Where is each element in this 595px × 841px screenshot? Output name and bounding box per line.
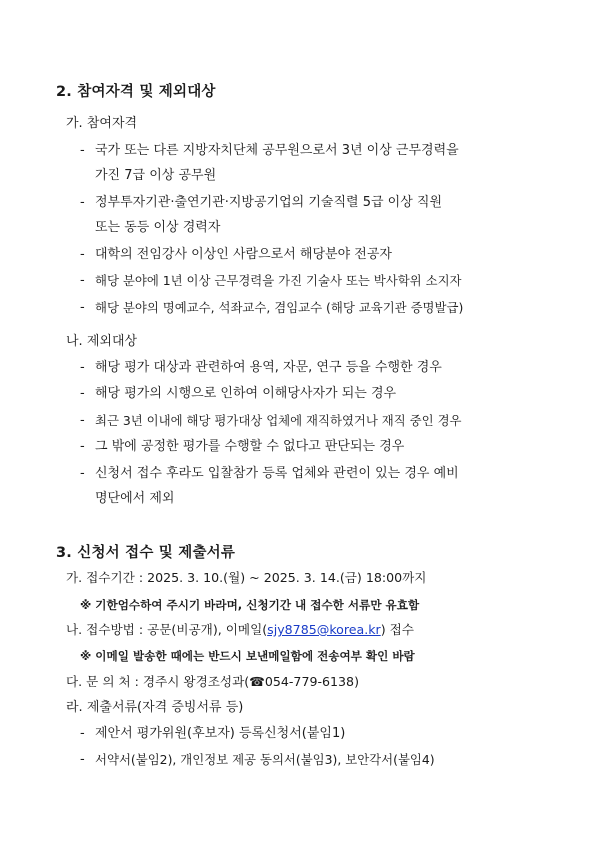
document-item-1: 제안서 평가위원(후보자) 등록신청서(붙임1) bbox=[95, 726, 346, 741]
qual-item-2-line2: 또는 동등 이상 경력자 bbox=[95, 220, 221, 235]
bullet-dash: - bbox=[80, 466, 85, 481]
method-note: ※ 이메일 발송한 때에는 반드시 보낸메일함에 전송여부 확인 바람 bbox=[80, 649, 415, 663]
bullet-dash: - bbox=[80, 300, 85, 315]
bullet-dash: - bbox=[80, 143, 85, 158]
qual-item-4: 해당 분야에 1년 이상 근무경력을 가진 기술사 또는 박사학위 소지자 bbox=[95, 273, 462, 288]
period-note: ※ 기한엄수하여 주시기 바라며, 신청기간 내 접수한 서류만 유효함 bbox=[80, 598, 420, 612]
qual-item-5: 해당 분야의 명예교수, 석좌교수, 겸임교수 (해당 교육기관 증명발급) bbox=[95, 300, 464, 315]
document-item-2: 서약서(붙임2), 개인정보 제공 동의서(붙임3), 보안각서(붙임4) bbox=[95, 752, 435, 767]
documents-heading: 라. 제출서류(자격 증빙서류 등) bbox=[66, 700, 244, 715]
excl-item-5-line2: 명단에서 제외 bbox=[95, 491, 175, 506]
bullet-dash: - bbox=[80, 386, 85, 401]
method-prefix: 나. 접수방법 : 공문(비공개), 이메일( bbox=[66, 622, 268, 637]
contact-info: 다. 문 의 처 : 경주시 왕경조성과(☎054-779-6138) bbox=[66, 674, 359, 689]
excl-item-5-line1: 신청서 접수 후라도 입찰참가 등록 업체와 관련이 있는 경우 예비 bbox=[95, 466, 459, 481]
subheading-qualifications: 가. 참여자격 bbox=[66, 116, 138, 131]
bullet-dash: - bbox=[80, 247, 85, 262]
excl-item-3: 최근 3년 이내에 해당 평가대상 업체에 재직하였거나 재직 중인 경우 bbox=[95, 413, 462, 428]
qual-item-1-line1: 국가 또는 다른 지방자치단체 공무원으로서 3년 이상 근무경력을 bbox=[95, 143, 459, 158]
submission-period: 가. 접수기간 : 2025. 3. 10.(월) ~ 2025. 3. 14.(금) 18:00까지 bbox=[66, 570, 427, 585]
email-link[interactable]: sjy8785@korea.kr bbox=[267, 622, 381, 637]
qual-item-3: 대학의 전임강사 이상인 사람으로서 해당분야 전공자 bbox=[95, 247, 392, 262]
submission-method bbox=[66, 622, 414, 638]
bullet-dash: - bbox=[80, 195, 85, 210]
bullet-dash: - bbox=[80, 413, 85, 428]
qual-item-1-line2: 가진 7급 이상 공무원 bbox=[95, 168, 217, 183]
subheading-exclusions: 나. 제외대상 bbox=[66, 334, 138, 349]
section3-title: 3. 신청서 접수 및 제출서류 bbox=[56, 545, 236, 561]
method-suffix: ) 접수 bbox=[380, 622, 414, 637]
excl-item-1: 해당 평가 대상과 관련하여 용역, 자문, 연구 등을 수행한 경우 bbox=[95, 360, 442, 375]
bullet-dash: - bbox=[80, 439, 85, 454]
bullet-dash: - bbox=[80, 752, 85, 767]
bullet-dash: - bbox=[80, 726, 85, 741]
qual-item-2-line1: 정부투자기관·출연기관·지방공기업의 기술직렬 5급 이상 직원 bbox=[95, 195, 443, 210]
excl-item-2: 해당 평가의 시행으로 인하여 이해당사자가 되는 경우 bbox=[95, 386, 397, 401]
bullet-dash: - bbox=[80, 273, 85, 288]
excl-item-4: 그 밖에 공정한 평가를 수행할 수 없다고 판단되는 경우 bbox=[95, 439, 405, 454]
bullet-dash: - bbox=[80, 360, 85, 375]
section2-title: 2. 참여자격 및 제외대상 bbox=[56, 84, 216, 100]
